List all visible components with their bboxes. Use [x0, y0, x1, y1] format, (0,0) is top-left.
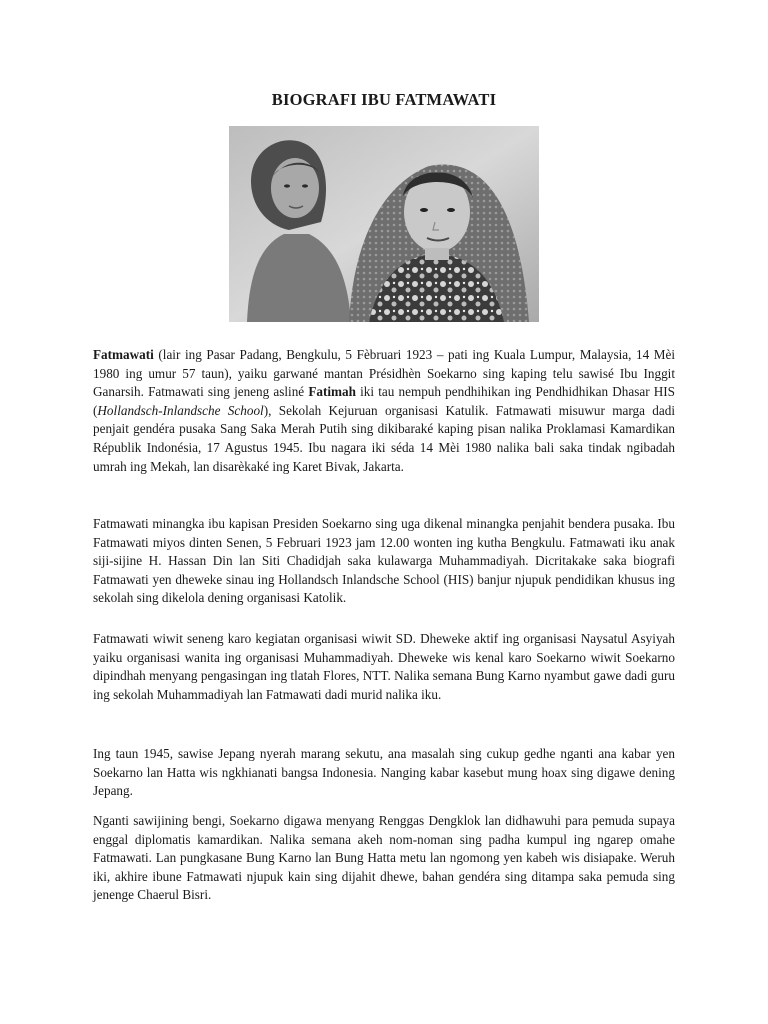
document-title: BIOGRAFI IBU FATMAWATI — [271, 90, 497, 109]
paragraph-1-text-b: iki tau nempuh pendhihikan ing Pendhidhikan Dhasar HIS ( — [93, 384, 676, 418]
school-name: Hollandsch-Inlandsche School — [97, 402, 264, 418]
paragraph-1 — [93, 346, 675, 476]
paragraph-4: Ing taun 1945, sawise Jepang nyerah marang sekutu, ana masalah sing cukup gedhe nganti ana kabar yen Soekarno lan Hatta wis ngkhianati bangsa Indonesia. Nanging kabar kasebut mung hoax sing digawe dening Jepang. — [93, 746, 675, 799]
subject-name: Fatmawati — [93, 347, 154, 362]
paragraph-1-text-a: (lair ing Pasar Padang, Bengkulu, 5 Fèbruari 1923 – pati ing Kuala Lumpur, Malaysia, 14 Mèi 1980 ing umur 57 taun), yaiku garwané mantan Présidhèn Soekarno sing kaping telu sawisé Ibu Inggit Ganarsih. Fatmawati sing jeneng asliné — [93, 347, 675, 400]
paragraph-5: Nganti sawijining bengi, Soekarno digawa menyang Renggas Dengklok lan didhawuhi para pemuda supaya enggal diplomatis kamardikan. Nalika semana akeh nom-noman sing padha kumpul ing ngarep omahe Fatmawati. Lan pungkasane Bung Karno lan Bung Hatta metu lan ngomong yen kabeh wis disiapake. Weruh iki, akhire ibune Fatmawati njupuk kain sing dijahit dhewe, bahan gendéra sing ditampa saka pemuda sing jenenge Chaerul Bisri. — [93, 813, 675, 903]
paragraph-3: Fatmawati wiwit seneng karo kegiatan organisasi wiwit SD. Dheweke aktif ing organisasi Naysatul Asyiyah yaiku organisasi wanita ing organisasi Muhammadiyah. Dheweke wis kenal karo Soekarno wiwit Soekarno dipindhah menyang pengasingan ing tlatah Flores, NTT. Nalika semana Bung Karno nyambut gawe dadi guru ing sekolah Muhammadiyah lan Fatmawati dadi murid nalika iku. — [93, 631, 675, 702]
real-name: Fatimah — [308, 384, 356, 400]
portrait-photo-icon — [229, 126, 539, 322]
paragraph-1-text-c: ), Sekolah Kejuruan organisasi Katulik. Fatmawati misuwur marga dadi penjait gendéra pusaka Sang Saka Merah Putih sing dikibaraké kaping pisan nalika Proklamasi Kamardikan Républik Indonésia, 17 Agustus 1945. Ibu nagara iki séda 14 Mèi 1980 nalika bali saka tindak ngibadah umrah ing Mekah, lan disarèkaké ing Karet Bivak, Jakarta. — [93, 402, 675, 474]
paragraph-2: Fatmawati minangka ibu kapisan Presiden Soekarno sing uga dikenal minangka penjahit bendera pusaka. Ibu Fatmawati miyos dinten Senen, 5 Februari 1923 jam 12.00 wonten ing kutha Bengkulu. Fatmawati iku anak siji-sijine H. Hassan Din lan Siti Chadidjah saka kulawarga Muhammadiyah. Dicritakake saka biografi Fatmawati yen dheweke sinau ing Hollandsch Inlandsche School (HIS) banjur njupuk pendidikan khusus ing sekolah sing dikelola dening organisasi Katolik. — [93, 516, 675, 606]
portrait-photo — [229, 126, 539, 322]
